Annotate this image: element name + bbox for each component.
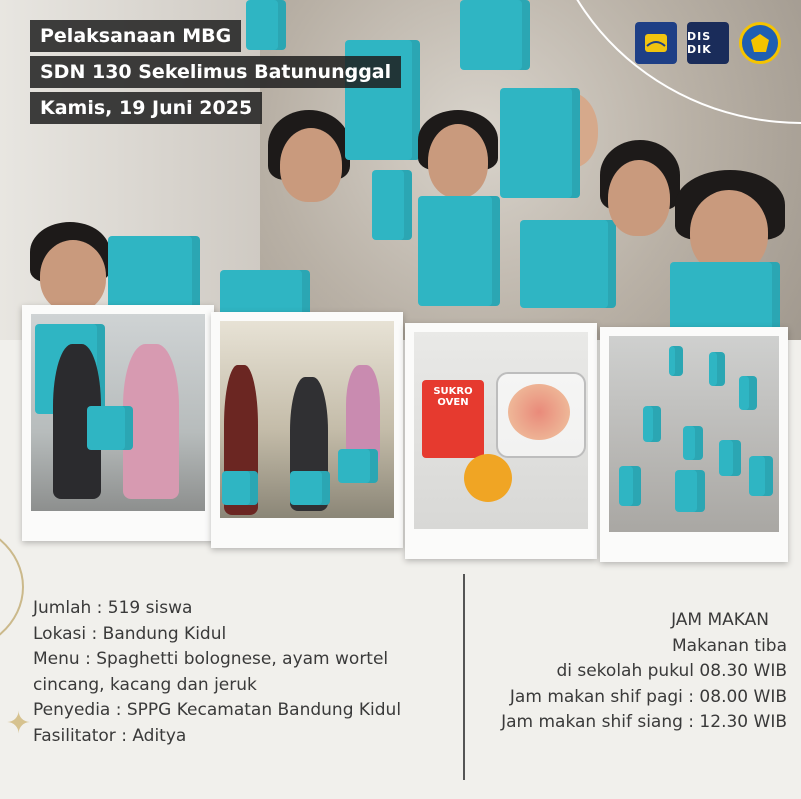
schedule-title: JAM MAKAN (671, 610, 769, 630)
green-bag (338, 449, 378, 483)
photo-distribution (211, 312, 403, 548)
gold-arc-decoration (0, 520, 24, 654)
school-badge-logo (739, 22, 781, 64)
green-bag (749, 456, 773, 496)
vertical-divider (463, 574, 465, 780)
title-line-1: Pelaksanaan MBG (30, 20, 241, 52)
green-bag (460, 0, 530, 70)
green-bag (108, 236, 200, 314)
food-container (496, 372, 586, 458)
detail-lokasi: Lokasi : Bandung Kidul (33, 623, 227, 644)
photo-handover-image (31, 314, 205, 511)
sparkle-icon: ✦ (6, 706, 32, 741)
green-bag (669, 346, 683, 376)
orange-fruit (464, 454, 512, 502)
photo-menu-image (414, 332, 588, 529)
photo-menu (405, 323, 597, 559)
spaghetti (508, 384, 570, 440)
meal-schedule (467, 608, 787, 736)
child-face (40, 240, 106, 312)
green-bag (739, 376, 757, 410)
green-bag (290, 471, 330, 505)
photo-students (600, 327, 788, 562)
detail-penyedia: Penyedia : SPPG Kecamatan Bandung Kidul (33, 700, 402, 720)
green-bag (719, 440, 741, 476)
logo-group (635, 22, 781, 64)
green-bag (675, 470, 705, 512)
detail-menu: Menu : Spaghetti bolognese, ayam wortel cincang, kacang dan jeruk (33, 649, 389, 695)
green-bag (418, 196, 500, 306)
child-face (608, 160, 670, 236)
schedule-line-2: di sekolah pukul 08.30 WIB (556, 661, 787, 681)
green-bag (372, 170, 412, 240)
green-bag (222, 471, 258, 505)
disdik-logo: DIS DIK (687, 22, 729, 64)
event-details (33, 596, 453, 749)
child-face (280, 128, 342, 202)
child-face (428, 124, 488, 198)
green-bag (683, 426, 703, 460)
green-bag (520, 220, 616, 308)
hero-photo (0, 0, 801, 340)
green-bag (87, 406, 133, 450)
photo-distribution-image (220, 321, 394, 518)
green-bag (500, 88, 580, 198)
schedule-line-3: Jam makan shif pagi : 08.00 WIB (509, 686, 787, 707)
snack-pack: SUKRO OVEN (422, 380, 484, 458)
green-bag (709, 352, 725, 386)
city-emblem-logo (635, 22, 677, 64)
green-bag (246, 0, 286, 50)
schedule-line-4: Jam makan shif siang : 12.30 WIB (501, 712, 787, 732)
photo-handover (22, 305, 214, 541)
detail-jumlah: Jumlah : 519 siswa (33, 598, 193, 618)
green-bag (643, 406, 661, 442)
detail-fasilitator: Fasilitator : Aditya (33, 725, 187, 746)
green-bag (619, 466, 641, 506)
title-line-3: Kamis, 19 Juni 2025 (30, 92, 262, 124)
photo-students-image (609, 336, 779, 532)
green-bag (670, 262, 780, 332)
schedule-line-1: Makanan tiba (671, 635, 787, 656)
title-line-2: SDN 130 Sekelimus Batununggal (30, 56, 401, 88)
